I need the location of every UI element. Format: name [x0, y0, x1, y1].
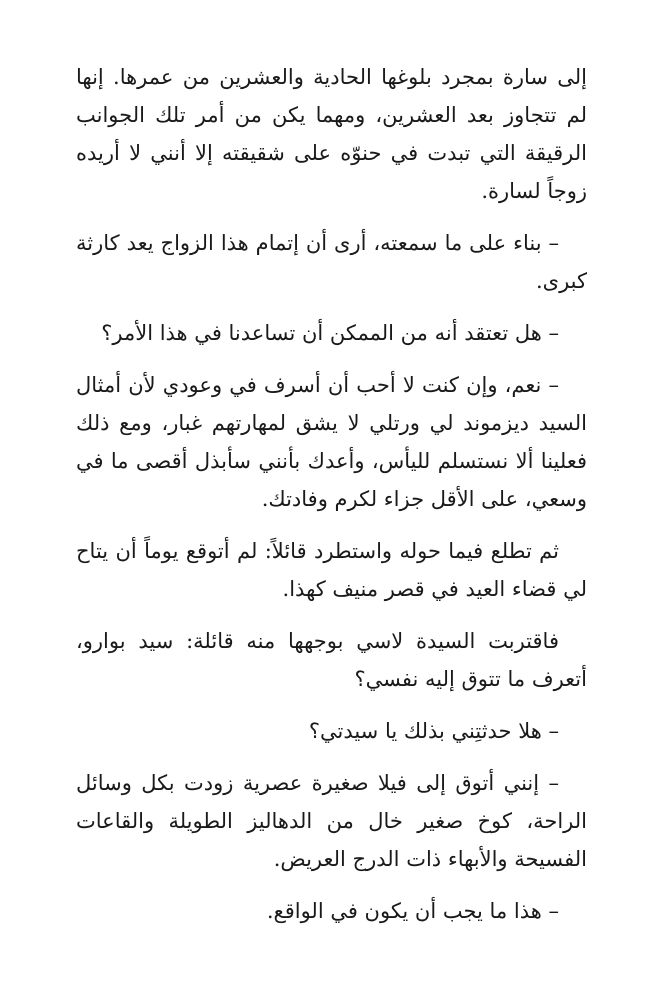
paragraph: – إنني أتوق إلى فيلا صغيرة عصرية زودت بكل وسائل الراحة، كوخ صغير خال من الدهاليز الطويلة والقاعات الفسيحة والأبهاء ذات الدرج العريض.	[76, 771, 587, 871]
paragraph: – هل تعتقد أنه من الممكن أن تساعدنا في هذا الأمر؟	[101, 321, 559, 345]
paragraph: – بناء على ما سمعته، أرى أن إتمام هذا الزواج يعد كارثة كبرى.	[76, 231, 587, 293]
paragraph: فاقتربت السيدة لاسي بوجهها منه قائلة: سيد بوارو، أتعرف ما تتوق إليه نفسي؟	[76, 629, 587, 691]
paragraph: – هذا ما يجب أن يكون في الواقع.	[266, 899, 559, 923]
paragraph: ثم تطلع فيما حوله واستطرد قائلاً: لم أتوقع يوماً أن يتاح لي قضاء العيد في قصر منيف كهذا.	[76, 539, 587, 601]
paragraph: – هلا حدثتِني بذلك يا سيدتي؟	[308, 719, 559, 743]
paragraph: – نعم، وإن كنت لا أحب أن أسرف في وعودي لأن أمثال السيد ديزموند لي ورتلي لا يشق لمهارتهم غبار، ومع ذلك فعلينا ألا نستسلم لليأس، وأعدك بأنني سأبذل أقصى ما في وسعي، على الأقل جزاء لكرم وفادتك.	[76, 373, 587, 511]
paragraph: إلى سارة بمجرد بلوغها الحادية والعشرين من عمرها. إنها لم تتجاوز بعد العشرين، ومهما يكن من أمر تلك الجوانب الرقيقة التي تبدت في حنوّه على شقيقته إلا أنني لا أريده زوجاً لسارة.	[76, 65, 587, 203]
